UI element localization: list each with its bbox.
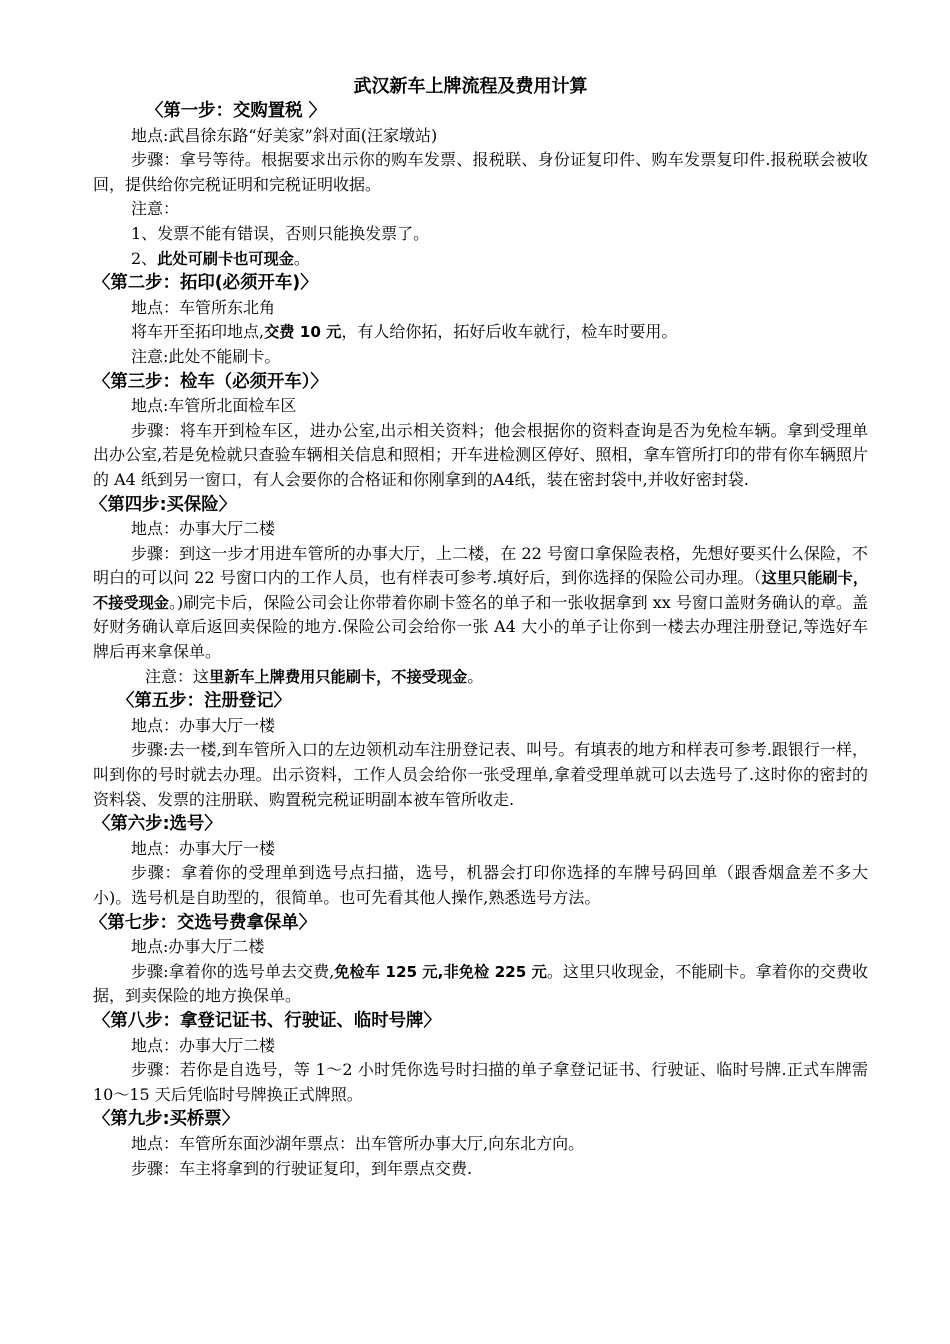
step-4-note-bold: 里新车上牌费用只能刷卡，不接受现金 xyxy=(209,667,468,686)
step-7-procedure xyxy=(93,960,868,1009)
step-9-location: 地点：车管所东面沙湖年票点：出车管所办事大厅,向东北方向。 xyxy=(131,1133,585,1153)
step-5-location: 地点：办事大厅一楼 xyxy=(131,715,276,735)
step-9-procedure: 步骤：车主将拿到的行驶证复印，到年票点交费. xyxy=(131,1158,473,1178)
step-8-procedure: 步骤：若你是自选号，等 1～2 小时凭你选号时扫描的单子拿登记证书、行驶证、临时号牌.正式车牌需 10～15 天后凭临时号牌换正式牌照。 xyxy=(93,1060,868,1104)
step-9-heading: 〈第九步:买桥票〉 xyxy=(93,1109,240,1130)
document-body xyxy=(90,74,869,1181)
step-2-procedure xyxy=(93,320,868,345)
step-3-procedure: 步骤：将车开到检车区，进办公室,出示相关资料；他会根据你的资料查询是否为免检车辆。拿到受理单出办公室,若是免检就只查验车辆相关信息和照相；开车进检测区停好、照相，拿车管所打印的带有你车辆照片的 A4 纸到另一窗口，有人会要你的合格证和你刚拿到的A4纸，装在密封袋中,并收好密封袋. xyxy=(93,420,868,489)
step-7-procedure-suffix: 。这里只收现金，不能刷卡。拿着你的交费收据，到卖保险的地方换保单。 xyxy=(93,961,868,1006)
step-4-heading: 〈第四步:买保险〉 xyxy=(90,494,237,515)
step-1-note-2-bold: 此处可刷卡也可现金 xyxy=(157,249,294,268)
step-4-note-prefix: 注意：这 xyxy=(145,666,210,686)
step-2-note: 注意:此处不能刷卡。 xyxy=(131,346,281,366)
step-3-location: 地点:车管所北面检车区 xyxy=(131,396,297,416)
step-4-procedure-prefix: 步骤：到这一步才用进车管所的办事大厅，上二楼，在 22 号窗口拿保险表格，先想好要买什么保险，不明白的可以问 22 号窗口内的工作人员，也有样表可参考.填好后，到你选择的保险公司办理。（ xyxy=(93,543,868,588)
step-4-procedure xyxy=(93,542,868,665)
step-4-location: 地点：办事大厅二楼 xyxy=(131,519,276,539)
step-1-note-2-prefix: 2、 xyxy=(131,248,158,268)
step-5-heading: 〈第五步：注册登记〉 xyxy=(117,691,291,712)
step-5-procedure: 步骤:去一楼,到车管所入口的左边领机动车注册登记表、叫号。有填表的地方和样表可参考.跟银行一样，叫到你的号时就去办理。出示资料，工作人员会给你一张受理单,拿着受理单就可以去选号了.这时你的密封的资料袋、发票的注册联、购置税完税证明副本被车管所收走. xyxy=(93,740,868,809)
document-title: 武汉新车上牌流程及费用计算 xyxy=(353,76,588,97)
step-6-procedure: 步骤：拿着你的受理单到选号点扫描，选号，机器会打印你选择的车牌号码回单（跟香烟盒差不多大小)。选号机是自助型的，很简单。也可先看其他人操作,熟悉选号方法。 xyxy=(93,863,868,907)
step-4-card-only: 这里只能刷卡，不接受现金 xyxy=(93,569,869,612)
step-1-note-1: 1、发票不能有错误，否则只能换发票了。 xyxy=(131,223,430,243)
step-2-heading: 〈第二步：拓印(必须开车)〉 xyxy=(93,273,318,294)
step-4-note xyxy=(93,665,868,690)
step-2-fee: 交费 10 元 xyxy=(264,323,342,342)
step-7-procedure-prefix: 步骤:拿着你的选号单去交费, xyxy=(131,961,335,981)
step-1-note-2 xyxy=(93,247,868,272)
step-1-heading: 〈第一步：交购置税 〉 xyxy=(146,101,326,121)
step-1-location: 地点:武昌徐东路“好美家”斜对面(汪家墩站) xyxy=(131,125,438,145)
step-7-heading: 〈第七步：交选号费拿保单〉 xyxy=(90,912,317,933)
step-8-heading: 〈第八步：拿登记证书、行驶证、临时号牌〉 xyxy=(93,1010,441,1031)
step-6-heading: 〈第六步:选号〉 xyxy=(93,814,222,835)
step-1-procedure: 步骤：拿号等待。根据要求出示你的购车发票、报税联、身份证复印件、购车发票复印件.报税联会被收回，提供给你完税证明和完税证明收据。 xyxy=(93,150,868,194)
step-3-heading: 〈第三步：检车（必须开车）〉 xyxy=(93,371,328,392)
step-4-note-suffix: 。 xyxy=(467,666,484,686)
step-4-procedure-suffix: 。)刷完卡后，保险公司会让你带着你刷卡签名的单子和一张收据拿到 xx 号窗口盖财务确认的章。盖好财务确认章后返回卖保险的地方.保险公司会给你一张 A4 大小的单子让你到一楼去办理注册登记,等选好车牌后再来拿保单。 xyxy=(93,592,868,662)
step-6-location: 地点：办事大厅一楼 xyxy=(131,838,276,858)
step-8-location: 地点：办事大厅二楼 xyxy=(131,1035,276,1055)
step-7-location: 地点:办事大厅二楼 xyxy=(131,937,265,957)
step-1-note-label: 注意： xyxy=(131,199,180,219)
step-2-procedure-suffix: ，有人给你拓，拓好后收车就行，检车时要用。 xyxy=(341,322,678,342)
step-2-location: 地点：车管所东北角 xyxy=(131,297,276,317)
step-7-fees: 免检车 125 元,非免检 225 元 xyxy=(334,962,547,981)
step-2-procedure-prefix: 将车开至拓印地点, xyxy=(131,322,265,342)
step-1-note-2-suffix: 。 xyxy=(293,248,310,268)
